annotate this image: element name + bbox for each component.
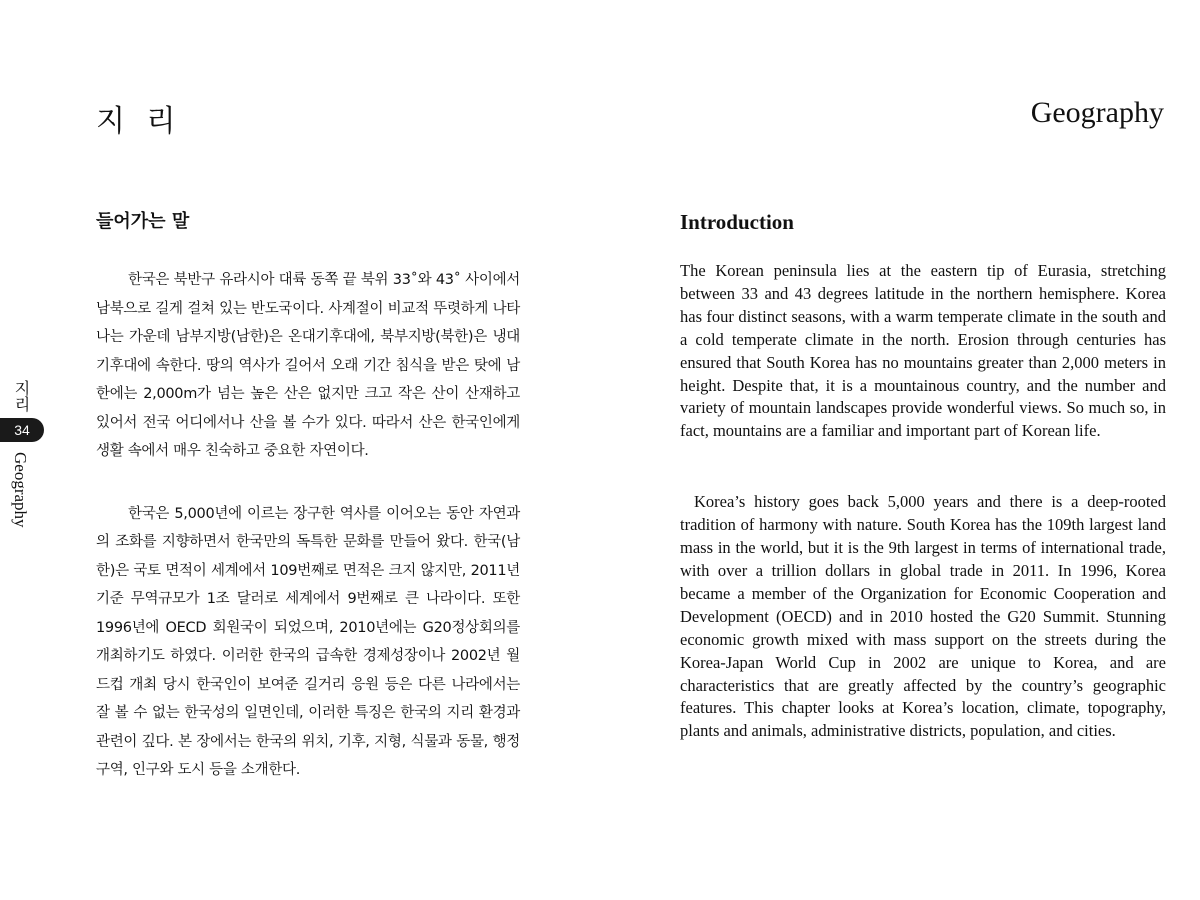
korean-paragraph-2: 한국은 5,000년에 이르는 장구한 역사를 이어오는 동안 자연과의 조화를 지향하면서 한국만의 독특한 문화를 만들어 왔다. 한국(남한)은 국토 면적이 세계에서 109번째로 면적은 크지 않지만, 2011년 기준 무역규모가 1조 달러로 세계에서 9번째로 큰 나라이다. 또한 1996년에 OECD 회원국이 되었으며, 2010년에는 G20정상회의를 개최하기도 하였다. 이러한 한국의 급속한 경제성장이나 2002년 월드컵 개최 당시 한국인이 보여준 길거리 응원 등은 다른 나라에서는 잘 볼 수 없는 한국성의 일면인데, 이러한 특징은 한국의 지리 환경과 관련이 깊다. 본 장에서는 한국의 위치, 기후, 지형, 식물과 동물, 행정구역, 인구와 도시 등을 소개한다. (96, 505, 520, 778)
korean-paragraph-1: 한국은 북반구 유라시아 대륙 동쪽 끝 북위 33˚와 43˚ 사이에서 남북으로 길게 걸쳐 있는 반도국이다. 사계절이 비교적 뚜렷하게 나타나는 가운데 남부지방(남한)은 온대기후대에, 북부지방(북한)은 냉대기후대에 속한다. 땅의 역사가 길어서 오래 기간 침식을 받은 탓에 남한에는 2,000m가 넘는 높은 산은 없지만 크고 작은 산이 산재하고 있어서 전국 어디에서나 산을 볼 수가 있다. 따라서 산은 한국인에게 생활 속에서 매우 친숙하고 중요한 자연이다. (96, 272, 520, 459)
section-heading-korean: 들어가는 말 (96, 211, 190, 232)
page-title-english: Geography (1030, 96, 1164, 129)
english-column (680, 208, 1166, 791)
section-heading-english: Introduction (680, 210, 794, 234)
english-paragraph-1: The Korean peninsula lies at the eastern tip of Eurasia, stretching between 33 and 43 degrees latitude in the northern hemisphere. Korea has four distinct seasons, with a warm temperate climate in the south and a cold temperate climate in the north. Erosion through centuries has ensured that South Korea has no mountains greater than 2,000 meters in height. Despite that, it is a mountainous country, and the number and variety of mountain landscapes provide wonderful views. So much so, in fact, mountains are a familiar and important part of Korean life. (680, 261, 1166, 441)
side-tab (0, 380, 44, 540)
side-tab-label-english: Geography (11, 452, 30, 528)
side-tab-label-korean: 지리 (12, 380, 31, 412)
korean-column (96, 208, 520, 819)
english-paragraph-2: Korea’s history goes back 5,000 years and there is a deep-rooted tradition of harmony with nature. South Korea has the 109th largest land mass in the world, but it is the 9th largest in terms of international trade, with over a trillion dollars in global trade in 2011. In 1996, Korea became a member of the Organization for Economic Cooperation and Development (OECD) and in 2010 hosted the G20 Summit. Stunning economic growth mixed with mass support on the streets during the Korea-Japan World Cup in 2002 are unique to Korea, and are characteristics that are greatly affected by the country’s geographic features. This chapter looks at Korea’s location, climate, topography, plants and animals, administrative districts, population, and cities. (680, 492, 1166, 741)
page-number: 34 (0, 418, 44, 442)
page-title-korean: 지 리 (96, 104, 182, 139)
